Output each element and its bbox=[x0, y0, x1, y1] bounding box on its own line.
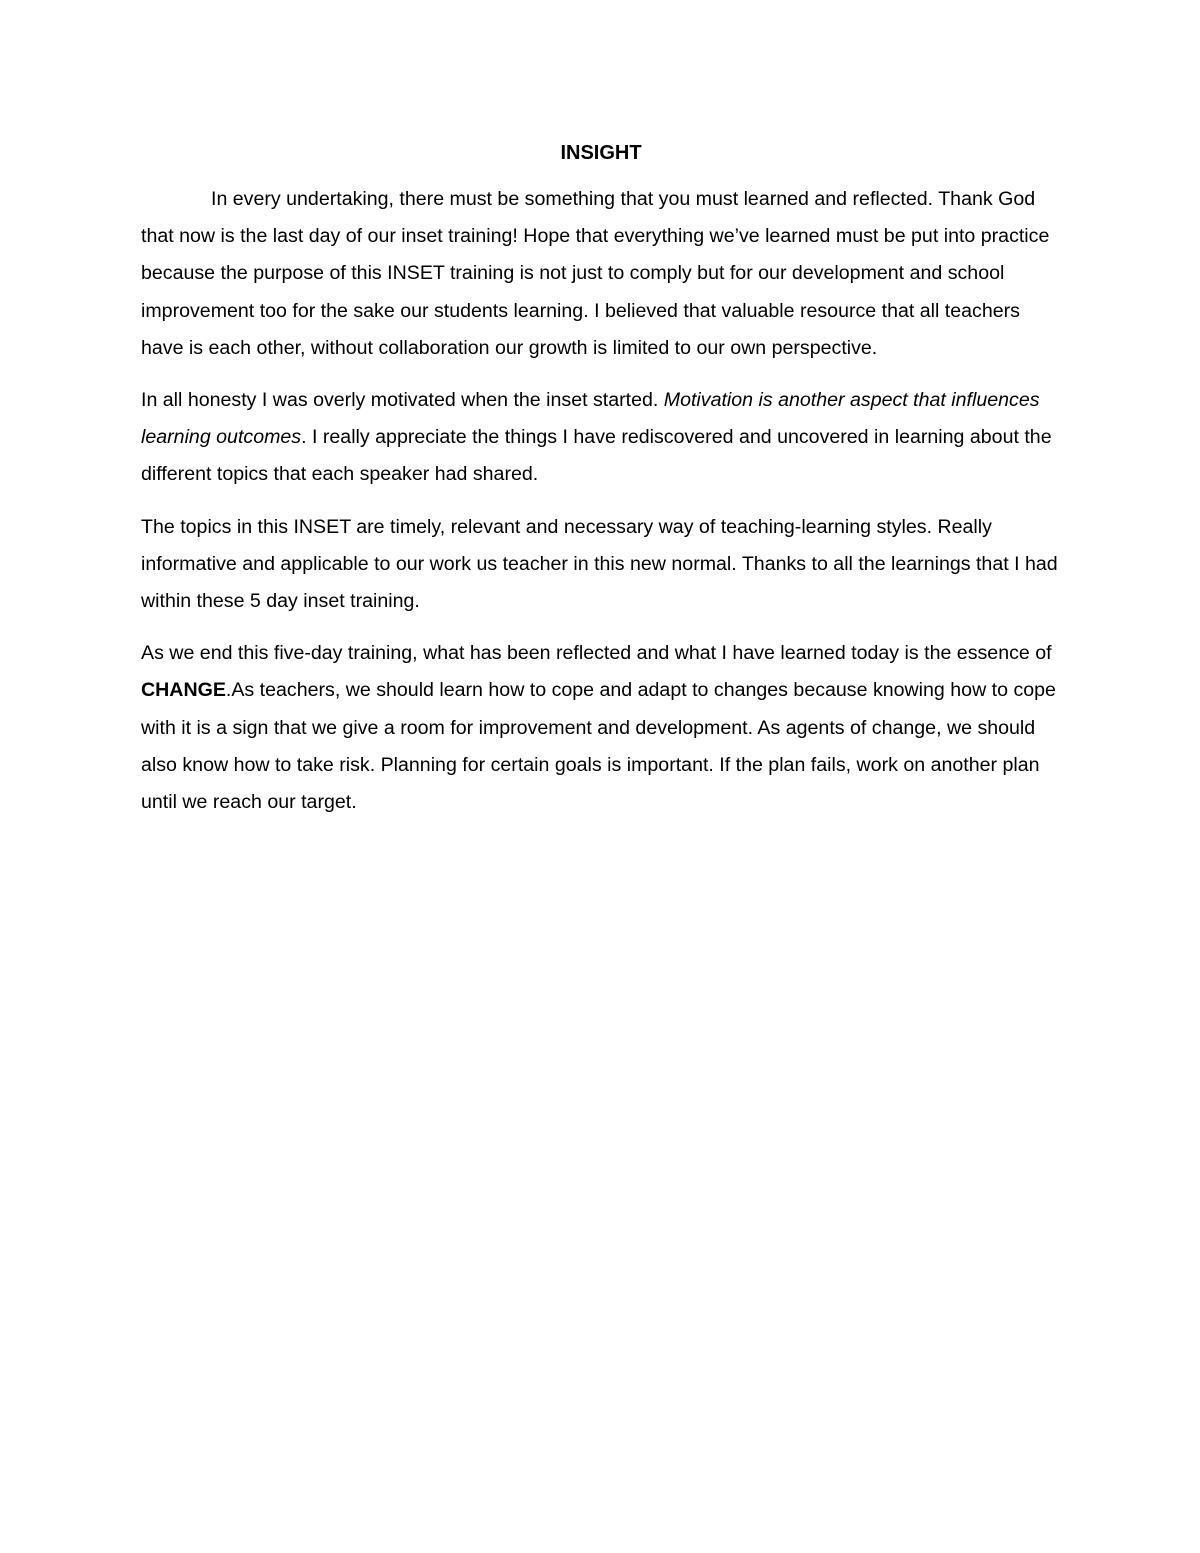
paragraph-2-text-a: In all honesty I was overly motivated when the inset started. bbox=[141, 389, 664, 412]
paragraph-4-bold-text: CHANGE bbox=[141, 679, 226, 702]
paragraph-4-text-b: .As teachers, we should learn how to cope and adapt to changes because knowing how to cope with it is a sign that we give a room for improvement and development. As agents of change, we should also know how to take risk. Planning for certain goals is important. If the plan fails, work on another plan until we reach our target. bbox=[141, 679, 1056, 814]
paragraph-2-text-b: . I really appreciate the things I have rediscovered and uncovered in learning about the different topics that each speaker had shared. bbox=[141, 426, 1052, 486]
paragraph-4-text-a: As we end this five-day training, what has been reflected and what I have learned today is the essence of bbox=[141, 642, 1052, 665]
document-body bbox=[141, 139, 1061, 836]
paragraph-1: In every undertaking, there must be something that you must learned and reflected. Thank God that now is the last day of our inset training! Hope that everything we’ve learned must be put into practice because the purpose of this INSET training is not just to comply but for our development and school improvement too for the sake our students learning. I believed that valuable resource that all teachers have is each other, without collaboration our growth is limited to our own perspective. bbox=[141, 188, 1050, 359]
paragraph-2-italic-text: Motivation is another aspect that influences learning outcomes bbox=[141, 389, 1040, 449]
paragraph-4 bbox=[141, 635, 1061, 821]
document-title: INSIGHT bbox=[560, 142, 642, 164]
paragraph-3: The topics in this INSET are timely, relevant and necessary way of teaching-learning styles. Really informative and applicable to our work us teacher in this new normal. Thanks to all the learnings that I had within these 5 day inset training. bbox=[141, 515, 1058, 613]
paragraph-2 bbox=[141, 382, 1061, 494]
